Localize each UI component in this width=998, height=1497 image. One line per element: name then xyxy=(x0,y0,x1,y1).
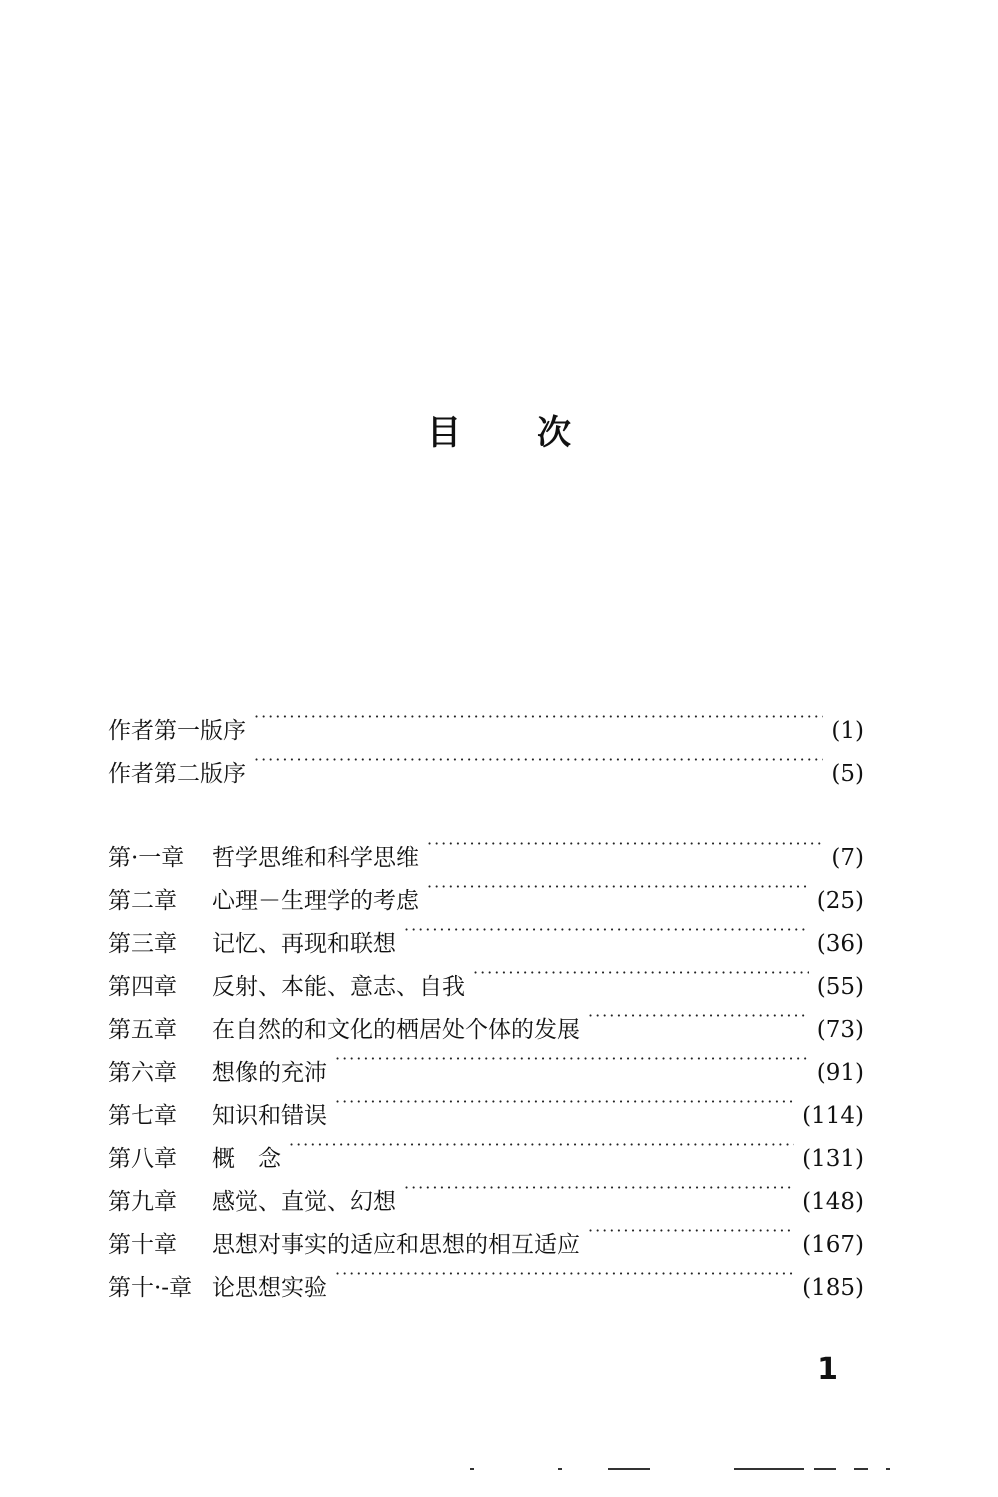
chapter-number: 第五章 xyxy=(108,1017,177,1043)
chapter-number: 第八章 xyxy=(108,1146,177,1172)
chapter-page: (25) xyxy=(816,888,864,914)
chapter-title: 思想对事实的适应和思想的相互适应 xyxy=(212,1232,580,1258)
chapter-number: 第十章 xyxy=(108,1232,177,1258)
entry-page: (5) xyxy=(831,761,864,787)
chapter-page: (114) xyxy=(802,1103,864,1129)
chapter-number: 第四章 xyxy=(108,974,177,1000)
chapter-title: 在自然的和文化的栖居处个体的发展 xyxy=(212,1017,580,1043)
chapter-list xyxy=(108,822,864,1301)
title-char-1: 目 xyxy=(427,413,461,453)
chapter-number: 第三章 xyxy=(108,931,177,957)
entry-label: 作者第一版序 xyxy=(108,718,246,744)
chapter-number: 第九章 xyxy=(108,1189,177,1215)
dot-leader xyxy=(404,1166,794,1209)
preface-list xyxy=(108,695,864,787)
chapter-page: (55) xyxy=(816,974,864,1000)
chapter-number: 第七章 xyxy=(108,1103,177,1129)
scan-artifacts xyxy=(470,1468,890,1472)
dot-leader xyxy=(404,908,809,951)
dot-leader xyxy=(427,865,809,908)
chapter-number: 第·一章 xyxy=(108,845,185,871)
dot-leader xyxy=(289,1123,794,1166)
chapter-title: 论思想实验 xyxy=(212,1275,327,1301)
dot-leader xyxy=(254,695,823,738)
chapter-page: (36) xyxy=(816,931,864,957)
chapter-title: 概 念 xyxy=(212,1146,281,1172)
dot-leader xyxy=(427,822,823,865)
chapter-title: 心理－生理学的考虑 xyxy=(212,888,419,914)
chapter-page: (91) xyxy=(816,1060,864,1086)
chapter-page: (167) xyxy=(802,1232,864,1258)
toc-entry-chapter-1[interactable] xyxy=(108,822,864,871)
entry-page: (1) xyxy=(831,718,864,744)
chapter-number: 第六章 xyxy=(108,1060,177,1086)
chapter-title: 哲学思维和科学思维 xyxy=(212,845,419,871)
dot-leader xyxy=(588,994,809,1037)
chapter-title: 知识和错误 xyxy=(212,1103,327,1129)
chapter-page: (148) xyxy=(802,1189,864,1215)
dot-leader xyxy=(254,738,823,781)
toc-entry-preface-1[interactable] xyxy=(108,695,864,744)
dot-leader xyxy=(335,1037,809,1080)
entry-label: 作者第二版序 xyxy=(108,761,246,787)
chapter-title: 记忆、再现和联想 xyxy=(212,931,396,957)
chapter-title: 反射、本能、意志、自我 xyxy=(212,974,465,1000)
chapter-page: (185) xyxy=(802,1275,864,1301)
chapter-number: 第十·-章 xyxy=(108,1275,193,1301)
chapter-page: (131) xyxy=(802,1146,864,1172)
chapter-title: 想像的充沛 xyxy=(212,1060,327,1086)
chapter-page: (7) xyxy=(831,845,864,871)
dot-leader xyxy=(588,1209,794,1252)
chapter-page: (73) xyxy=(816,1017,864,1043)
title-char-2: 次 xyxy=(537,413,571,453)
page-title xyxy=(0,405,998,454)
page-number: 1 xyxy=(817,1352,838,1387)
chapter-number: 第二章 xyxy=(108,888,177,914)
dot-leader xyxy=(335,1080,794,1123)
dot-leader xyxy=(473,951,809,994)
chapter-title: 感觉、直觉、幻想 xyxy=(212,1189,396,1215)
dot-leader xyxy=(335,1252,794,1295)
